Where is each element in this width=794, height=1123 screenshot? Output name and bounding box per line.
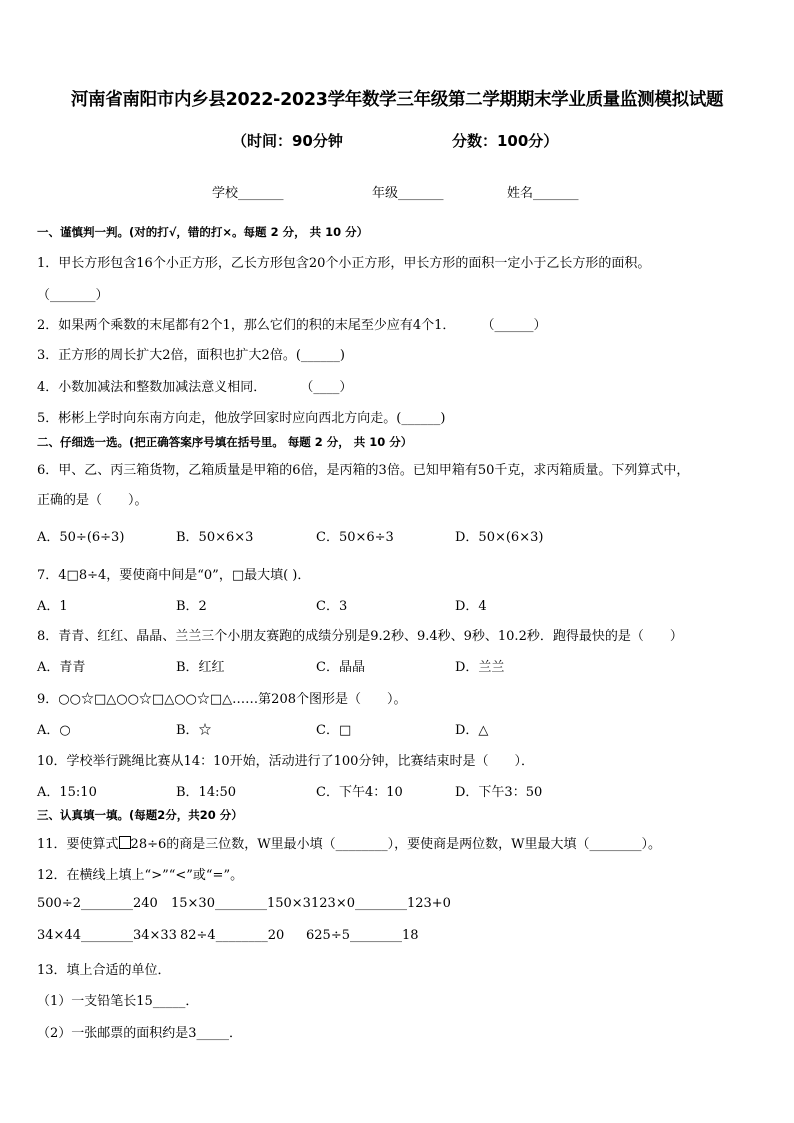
q8-option-b[interactable]: B．红红 (176, 660, 225, 675)
q9-option-a[interactable]: A．○ (37, 723, 71, 738)
question-4 (37, 376, 352, 395)
question-2-answer-blank[interactable]: （______） (481, 318, 547, 333)
q8-option-d[interactable]: D．兰兰 (455, 660, 505, 675)
question-12: 12．在横线上填上“>”“<”或“=”。 (37, 868, 244, 883)
q6-option-b[interactable]: B．50×6×3 (176, 530, 254, 545)
exam-time: （时间：90分钟 (232, 132, 343, 150)
blank-box[interactable] (119, 836, 131, 849)
q9-option-b[interactable]: B．☆ (176, 723, 212, 738)
q7-option-c[interactable]: C．3 (316, 599, 348, 614)
q8-option-c[interactable]: C．晶晶 (316, 660, 365, 675)
question-1: 1．甲长方形包含16个小正方形，乙长方形包含20个小正方形，甲长方形的面积一定小于乙长方形的面积。 (37, 256, 651, 271)
q10-option-b[interactable]: B．14:50 (176, 785, 237, 800)
q6-option-d[interactable]: D．50×(6×3) (455, 530, 544, 545)
q12-item-3[interactable]: 123×0________123+0 (311, 896, 451, 911)
q12-item-2[interactable]: 15×30________150×3 (171, 896, 311, 911)
question-13-part-2[interactable]: （2）一张邮票的面积约是3_____． (37, 1026, 243, 1041)
grade-field[interactable]: 年级_______ (372, 186, 444, 201)
question-6-line2: 正确的是（ ）。 (37, 493, 148, 508)
question-9: 9．○○☆□△○○☆□△○○☆□△……第208个图形是（ ）。 (37, 692, 407, 707)
q10-option-c[interactable]: C．下午4：10 (316, 785, 403, 800)
question-2-text: 2．如果两个乘数的末尾都有2个1，那么它们的积的末尾至少应有4个1． (37, 318, 456, 333)
question-10: 10．学校举行跳绳比赛从14：10开始，活动进行了100分钟，比赛结束时是（ ）． (37, 754, 534, 769)
q12-item-1[interactable]: 500÷2________240 (37, 896, 158, 911)
name-field[interactable]: 姓名_______ (507, 186, 579, 201)
question-13-part-1[interactable]: （1）一支铅笔长15_____． (37, 994, 199, 1009)
q7-option-b[interactable]: B．2 (176, 599, 207, 614)
q12-item-4[interactable]: 34×44________34×33 (37, 928, 177, 943)
question-4-text: 4．小数加减法和整数加减法意义相同． (37, 380, 267, 395)
question-6-line1: 6．甲、乙、丙三箱货物，乙箱质量是甲箱的6倍，是丙箱的3倍。已知甲箱有50千克，求丙箱质量。下列算式中， (37, 463, 690, 478)
section1-heading: 一、谨慎判一判。(对的打√，错的打×。每题 2 分， 共 10 分） (37, 225, 369, 239)
q9-option-d[interactable]: D．△ (455, 723, 489, 738)
q10-option-a[interactable]: A．15:10 (37, 785, 97, 800)
school-field[interactable]: 学校_______ (212, 186, 284, 201)
question-7: 7．4□8÷4，要使商中间是“0”，□最大填( )． (37, 568, 311, 583)
q6-option-c[interactable]: C．50×6÷3 (316, 530, 394, 545)
q6-option-a[interactable]: A．50÷(6÷3) (37, 530, 125, 545)
section3-heading: 三、认真填一填。(每题2分，共20 分） (37, 808, 243, 822)
question-11-suffix: 28÷6的商是三位数，W里最小填（________），要使商是两位数，W里最大填（________）。 (130, 837, 661, 852)
question-13: 13．填上合适的单位． (37, 963, 171, 978)
q10-option-d[interactable]: D．下午3：50 (455, 785, 543, 800)
question-8: 8．青青、红红、晶晶、兰兰三个小朋友赛跑的成绩分别是9.2秒、9.4秒、9秒、10.2秒．跑得最快的是（ ） (37, 629, 683, 644)
q12-item-6[interactable]: 625÷5________18 (306, 928, 419, 943)
q8-option-a[interactable]: A．青青 (37, 660, 86, 675)
q7-option-a[interactable]: A．1 (37, 599, 68, 614)
question-2 (37, 314, 547, 333)
question-11 (37, 833, 661, 852)
question-11-prefix: 11．要使算式 (37, 837, 119, 852)
q9-option-c[interactable]: C．□ (316, 723, 352, 738)
question-1-answer-blank[interactable]: （_______） (37, 288, 109, 303)
question-3: 3．正方形的周长扩大2倍，面积也扩大2倍。(______) (37, 348, 345, 363)
section2-heading: 二、仔细选一选。(把正确答案序号填在括号里。 每题 2 分， 共 10 分） (37, 435, 413, 449)
question-5: 5．彬彬上学时向东南方向走，他放学回家时应向西北方向走。(______) (37, 411, 446, 426)
q7-option-d[interactable]: D．4 (455, 599, 487, 614)
question-4-answer-blank[interactable]: （____） (300, 380, 353, 395)
q12-item-5[interactable]: 82÷4________20 (180, 928, 285, 943)
page-title: 河南省南阳市内乡县2022-2023学年数学三年级第二学期期末学业质量监测模拟试题 (70, 90, 724, 110)
exam-score: 分数：100分） (452, 132, 559, 150)
